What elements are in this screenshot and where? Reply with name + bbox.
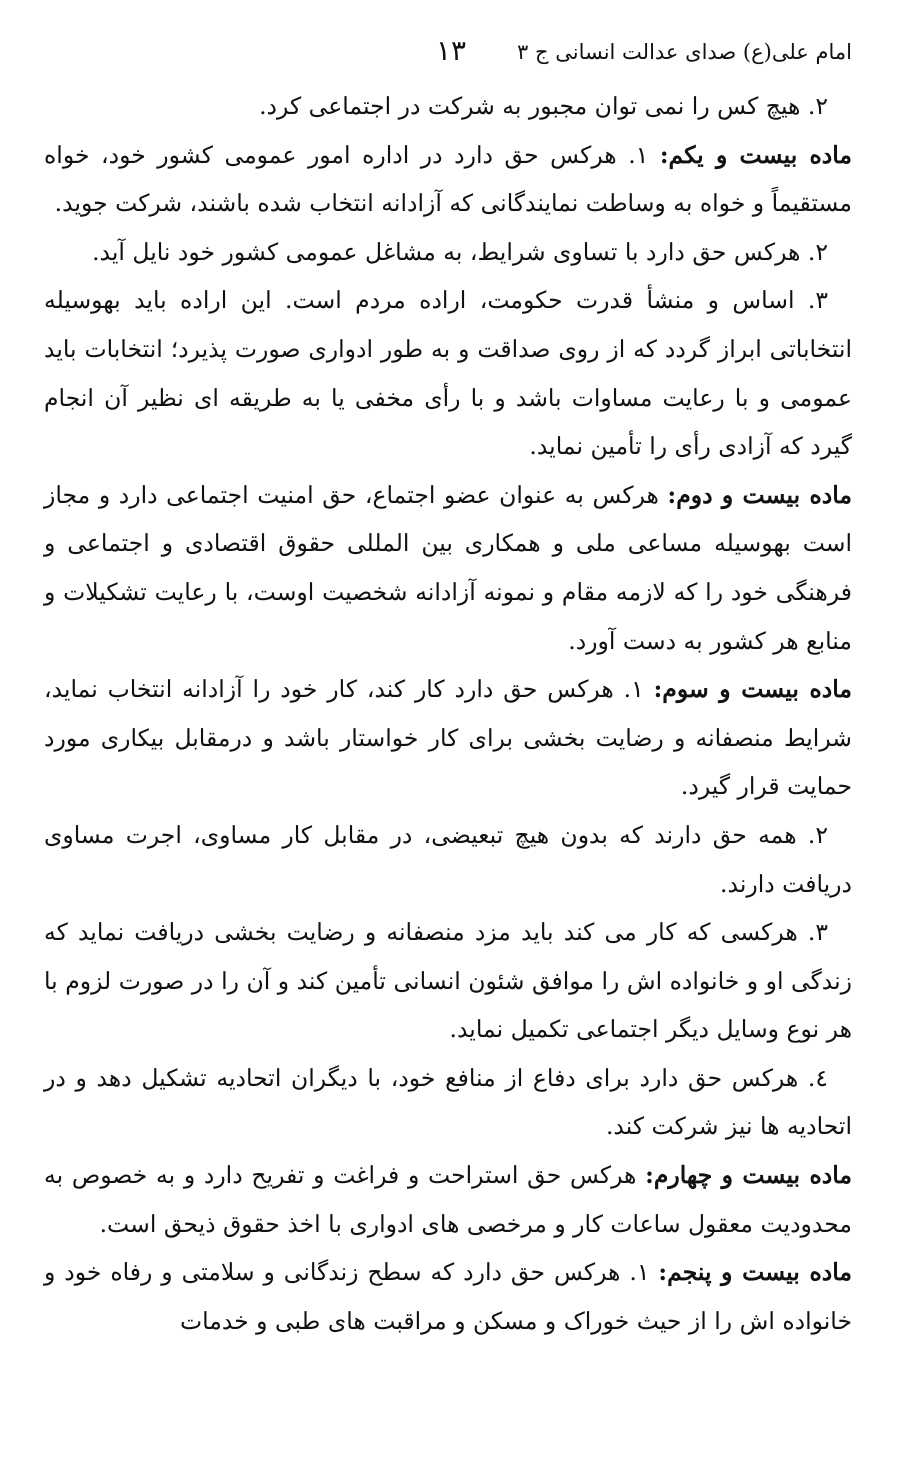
paragraph-text: ۳. اساس و منشأ قدرت حکومت، اراده مردم است. این اراده باید بهوسیله انتخاباتی ابراز گردد که از روی صداقت و به طور ادواری صورت پذیرد؛ انتخابات باید عمومی و با رعایت مساوات باشد و با رأی مخفی یا به طریقه ای نظیر آن انجام گیرد که آزادی رأی را تأمین نماید. xyxy=(44,286,852,461)
paragraph xyxy=(44,276,852,470)
paragraph-text: هرکس به عنوان عضو اجتماع، حق امنیت اجتماعی دارد و مجاز است بهوسیله مساعی ملی و همکاری بین المللی حقوق اقتصادی و اجتماعی و فرهنگی خود را که لازمه مقام و نمونه آزادانه شخصیت اوست، با رعایت تشکیلات و منابع هر کشور به دست آورد. xyxy=(44,480,852,655)
paragraph xyxy=(44,811,852,908)
paragraph xyxy=(44,665,852,811)
paragraph xyxy=(44,1054,852,1151)
page-body xyxy=(44,82,852,1345)
paragraph xyxy=(44,908,852,1054)
paragraph-text: ٤. هرکس حق دارد برای دفاع از منافع خود، با دیگران اتحادیه تشکیل دهد و در اتحادیه ها نیز شرکت کند. xyxy=(44,1063,852,1141)
paragraph xyxy=(44,1248,852,1345)
paragraph xyxy=(44,1151,852,1248)
article-heading: ماده بیست و پنجم: xyxy=(658,1258,852,1287)
running-header-title: امام علی(ع) صدای عدالت انسانی ج ۳ xyxy=(517,40,852,64)
article-heading: ماده بیست و سوم: xyxy=(653,675,852,704)
paragraph xyxy=(44,82,852,131)
page-header xyxy=(44,30,852,70)
paragraph-text: هرکس حق استراحت و فراغت و تفریح دارد و به خصوص به محدودیت معقول ساعات کار و مرخصی های ادواری با اخذ حقوق ذیحق است. xyxy=(44,1161,852,1238)
paragraph-text: ۲. هیچ کس را نمی توان مجبور به شرکت در اجتماعی کرد. xyxy=(259,92,828,120)
paragraph-text: ۲. همه حق دارند که بدون هیچ تبعیضی، در مقابل کار مساوی، اجرت مساوی دریافت دارند. xyxy=(44,820,852,898)
paragraph xyxy=(44,228,852,277)
paragraph xyxy=(44,131,852,228)
article-heading: ماده بیست و چهارم: xyxy=(645,1161,853,1190)
page-number: ۱۳ xyxy=(436,34,467,67)
article-heading: ماده بیست و یکم: xyxy=(659,140,853,169)
paragraph-text: ۲. هرکس حق دارد با تساوی شرایط، به مشاغل عمومی کشور خود نایل آید. xyxy=(92,237,828,266)
paragraph xyxy=(44,471,852,665)
paragraph-text: ۳. هرکسی که کار می کند باید مزد منصفانه و رضایت بخشی دریافت نماید که زندگی او و خانواده اش را موافق شئون انسانی تأمین کند و آن را در صورت لزوم با هر نوع وسایل دیگر اجتماعی تکمیل نماید. xyxy=(44,918,852,1044)
paragraph-text: ۱. هرکس حق دارد که سطح زندگانی و سلامتی و رفاه خود و خانواده اش را از حیث خوراک و مسکن و مراقبت های طبی و خدمات xyxy=(44,1258,852,1335)
paragraph-text: ۱. هرکس حق دارد کار کند، کار خود را آزادانه انتخاب نماید، شرایط منصفانه و رضایت بخشی برای کار خواستار باشد و درمقابل بیکاری مورد حمایت قرار گیرد. xyxy=(44,675,852,801)
paragraph-text: ۱. هرکس حق دارد در اداره امور عمومی کشور خود، خواه مستقیماً و خواه به وساطت نمایندگانی که آزادانه انتخاب شده باشند، شرکت جوید. xyxy=(44,140,852,218)
article-heading: ماده بیست و دوم: xyxy=(667,480,852,509)
